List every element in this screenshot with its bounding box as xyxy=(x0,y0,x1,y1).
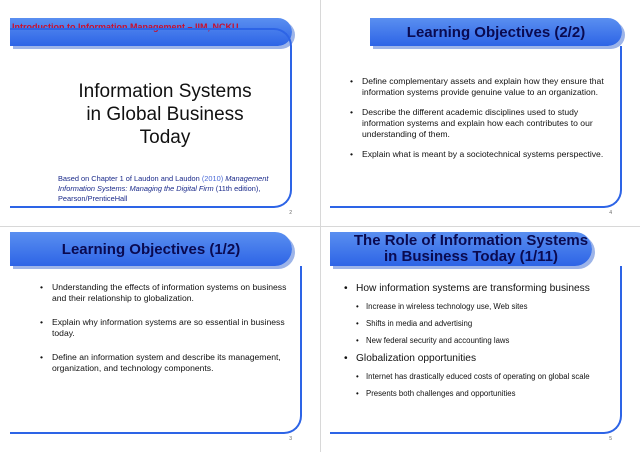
list-subitem: • Shifts in media and advertising xyxy=(342,318,610,329)
list-subitem: • Increase in wireless technology use, Web sites xyxy=(342,301,610,312)
slide-heading xyxy=(330,230,612,268)
list-item: • Explain why information systems are so essential in business today. xyxy=(38,317,288,339)
list-item: • Explain what is meant by a sociotechnical systems perspective. xyxy=(348,149,608,160)
horizontal-divider xyxy=(0,226,640,227)
slide-learning-objectives-1[interactable] xyxy=(10,232,310,444)
bullet-list xyxy=(38,282,288,383)
title-line: Information Systems xyxy=(78,81,252,102)
list-subitem: • Presents both challenges and opportunities xyxy=(342,388,610,399)
citation-year: (2010) xyxy=(201,174,224,183)
page-number: 2 xyxy=(289,210,292,216)
heading-line: in Business Today (1/11) xyxy=(384,248,558,265)
slide-heading: Learning Objectives (2/2) xyxy=(406,23,586,41)
bullet-list xyxy=(342,282,610,405)
list-item: • Describe the different academic disciplines used to study information systems and explain how each contributes to our understanding of them. xyxy=(348,107,608,140)
page-number: 3 xyxy=(289,436,292,442)
course-header: Introduction to Information Management – IIM, NCKU xyxy=(12,22,239,32)
slide-role-of-is[interactable] xyxy=(330,232,630,444)
list-item: • Understanding the effects of information systems on business and their relationship to globalization. xyxy=(38,282,288,304)
heading-line: The Role of Information Systems xyxy=(353,232,589,249)
title-line: Today xyxy=(139,127,191,148)
citation-book: Management Information Systems: Managing the Digital Firm xyxy=(58,174,269,193)
page-number: 4 xyxy=(609,210,612,216)
list-subitem: • Internet has drastically educed costs of operating on global scale xyxy=(342,371,610,382)
list-item: • Define an information system and describe its management, organization, and technology components. xyxy=(38,352,288,374)
list-subitem: • New federal security and accounting laws xyxy=(342,335,610,346)
citation-prefix: Based on Chapter 1 of Laudon and Laudon xyxy=(58,174,202,183)
slide-heading: Learning Objectives (1/2) xyxy=(61,240,241,258)
frame-top xyxy=(10,28,292,48)
list-item: • Define complementary assets and explain how they ensure that information systems provide genuine value to an organization. xyxy=(348,76,608,98)
slide-title[interactable] xyxy=(10,6,310,218)
slide-learning-objectives-2[interactable] xyxy=(330,6,630,218)
citation-suffix: (11th edition), Pearson/PrenticeHall xyxy=(58,184,261,203)
citation xyxy=(58,174,298,204)
page-number: 5 xyxy=(609,436,612,442)
bullet-list xyxy=(348,76,608,169)
title-line: in Global Business xyxy=(86,104,244,125)
slide-title-text xyxy=(50,80,280,149)
list-item: • How information systems are transforming business xyxy=(342,282,610,295)
list-item: • Globalization opportunities xyxy=(342,352,610,365)
